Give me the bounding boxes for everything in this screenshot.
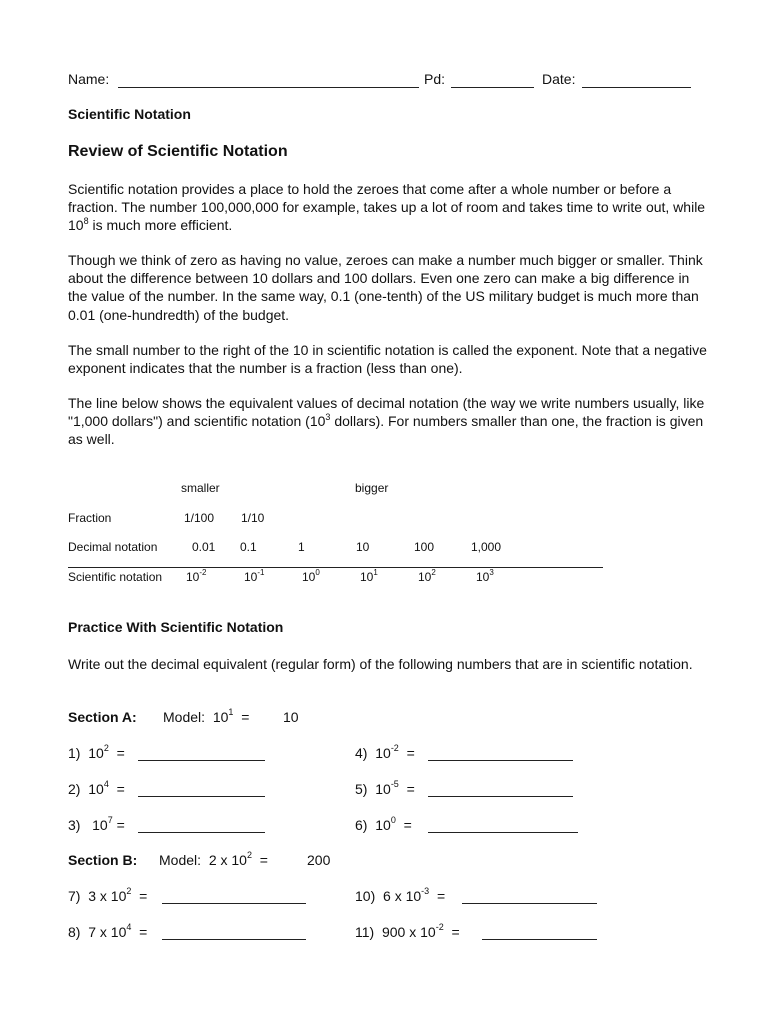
date-field[interactable] <box>582 87 691 88</box>
practice-instructions: Write out the decimal equivalent (regular form) of the following numbers that are in scientific notation. <box>68 656 693 672</box>
practice-heading: Practice With Scientific Notation <box>68 619 284 635</box>
answer-field-8[interactable] <box>162 939 306 940</box>
problem-10: 10) 6 x $10^{-3}$ = <box>355 886 446 904</box>
paragraph-4: The line below shows the equivalent values of decimal notation (the way we write numbers usually, like "1,000 dollars") and scientific notation ($10^3$ dollars). For numbers smaller than one, the fraction is given as well. <box>68 395 705 448</box>
scientific-cell: $10^1$ <box>360 568 378 584</box>
name-field[interactable] <box>118 87 419 88</box>
scientific-cell: $10^{-2}$ <box>186 568 207 584</box>
answer-field-5[interactable] <box>428 796 573 797</box>
problem-7: 7) 3 x $10^2$ = <box>68 886 148 904</box>
answer-field-7[interactable] <box>162 903 306 904</box>
topic-heading: Scientific Notation <box>68 106 191 122</box>
pd-field[interactable] <box>451 87 534 88</box>
answer-field-4[interactable] <box>428 760 573 761</box>
problem-8: 8) 7 x $10^4$ = <box>68 922 148 940</box>
problem-4: 4) $10^{-2}$ = <box>355 743 415 761</box>
fraction-cell: 1/10 <box>241 511 265 525</box>
section-b-model-answer: 200 <box>307 852 331 868</box>
scientific-cell: $10^3$ <box>476 568 494 584</box>
problem-5: 5) $10^{-5}$ = <box>355 779 415 797</box>
section-a-model: Model: $10^1$ = <box>163 707 250 725</box>
section-b-model: Model: 2 x $10^2$ = <box>159 850 268 868</box>
decimal-cell: 0.1 <box>240 540 257 554</box>
answer-field-6[interactable] <box>428 832 578 833</box>
decimal-cell: 100 <box>414 540 435 554</box>
number-line <box>68 567 603 568</box>
scientific-cell: $10^{-1}$ <box>244 568 265 584</box>
scientific-cell: $10^0$ <box>302 568 320 584</box>
name-label: Name: <box>68 71 110 87</box>
decimal-row-label: Decimal notation <box>68 540 158 554</box>
fraction-row-label: Fraction <box>68 511 112 525</box>
decimal-cell: 1,000 <box>471 540 502 554</box>
scientific-row-label: Scientific notation <box>68 570 163 584</box>
fraction-cell: 1/100 <box>184 511 215 525</box>
answer-field-3[interactable] <box>138 832 265 833</box>
date-label: Date: <box>542 71 576 87</box>
section-a-label: Section A: <box>68 709 137 725</box>
problem-2: 2) $10^4$ = <box>68 779 125 797</box>
section-b-label: Section B: <box>68 852 138 868</box>
answer-field-2[interactable] <box>138 796 265 797</box>
scientific-cell: $10^2$ <box>418 568 436 584</box>
problem-6: 6) $10^0$ = <box>355 815 412 833</box>
answer-field-11[interactable] <box>482 939 597 940</box>
problem-11: 11) 900 x $10^{-2}$ = <box>355 922 460 940</box>
paragraph-3: The small number to the right of the 10 in scientific notation is called the exponent. Note that a negative exponent indicates that the number is a fraction (less than one). <box>68 342 707 377</box>
pd-label: Pd: <box>424 71 446 87</box>
decimal-cell: 0.01 <box>192 540 216 554</box>
decimal-cell: 1 <box>298 540 305 554</box>
answer-field-1[interactable] <box>138 760 265 761</box>
section-a-model-answer: 10 <box>283 709 299 725</box>
page-title: Review of Scientific Notation <box>68 143 288 160</box>
paragraph-1: Scientific notation provides a place to hold the zeroes that come after a whole number or before a fraction. The number 100,000,000 for example, takes up a lot of room and takes time to write out, while $10^8$ is much more efficient. <box>68 181 706 234</box>
problem-1: 1) $10^2$ = <box>68 743 125 761</box>
answer-field-10[interactable] <box>462 903 597 904</box>
decimal-cell: 10 <box>356 540 370 554</box>
bigger-label: bigger <box>355 481 389 495</box>
problem-3: 3) $10^7$ = <box>68 815 125 833</box>
paragraph-2: Though we think of zero as having no value, zeroes can make a number much bigger or smaller. Think about the difference between 10 dollars and 100 dollars. Even one zero can make a big difference in the value of the number. In the same way, 0.1 (one-tenth) of the US military budget is much more than 0.01 (one-hundredth) of the budget. <box>68 252 703 323</box>
smaller-label: smaller <box>181 481 220 495</box>
